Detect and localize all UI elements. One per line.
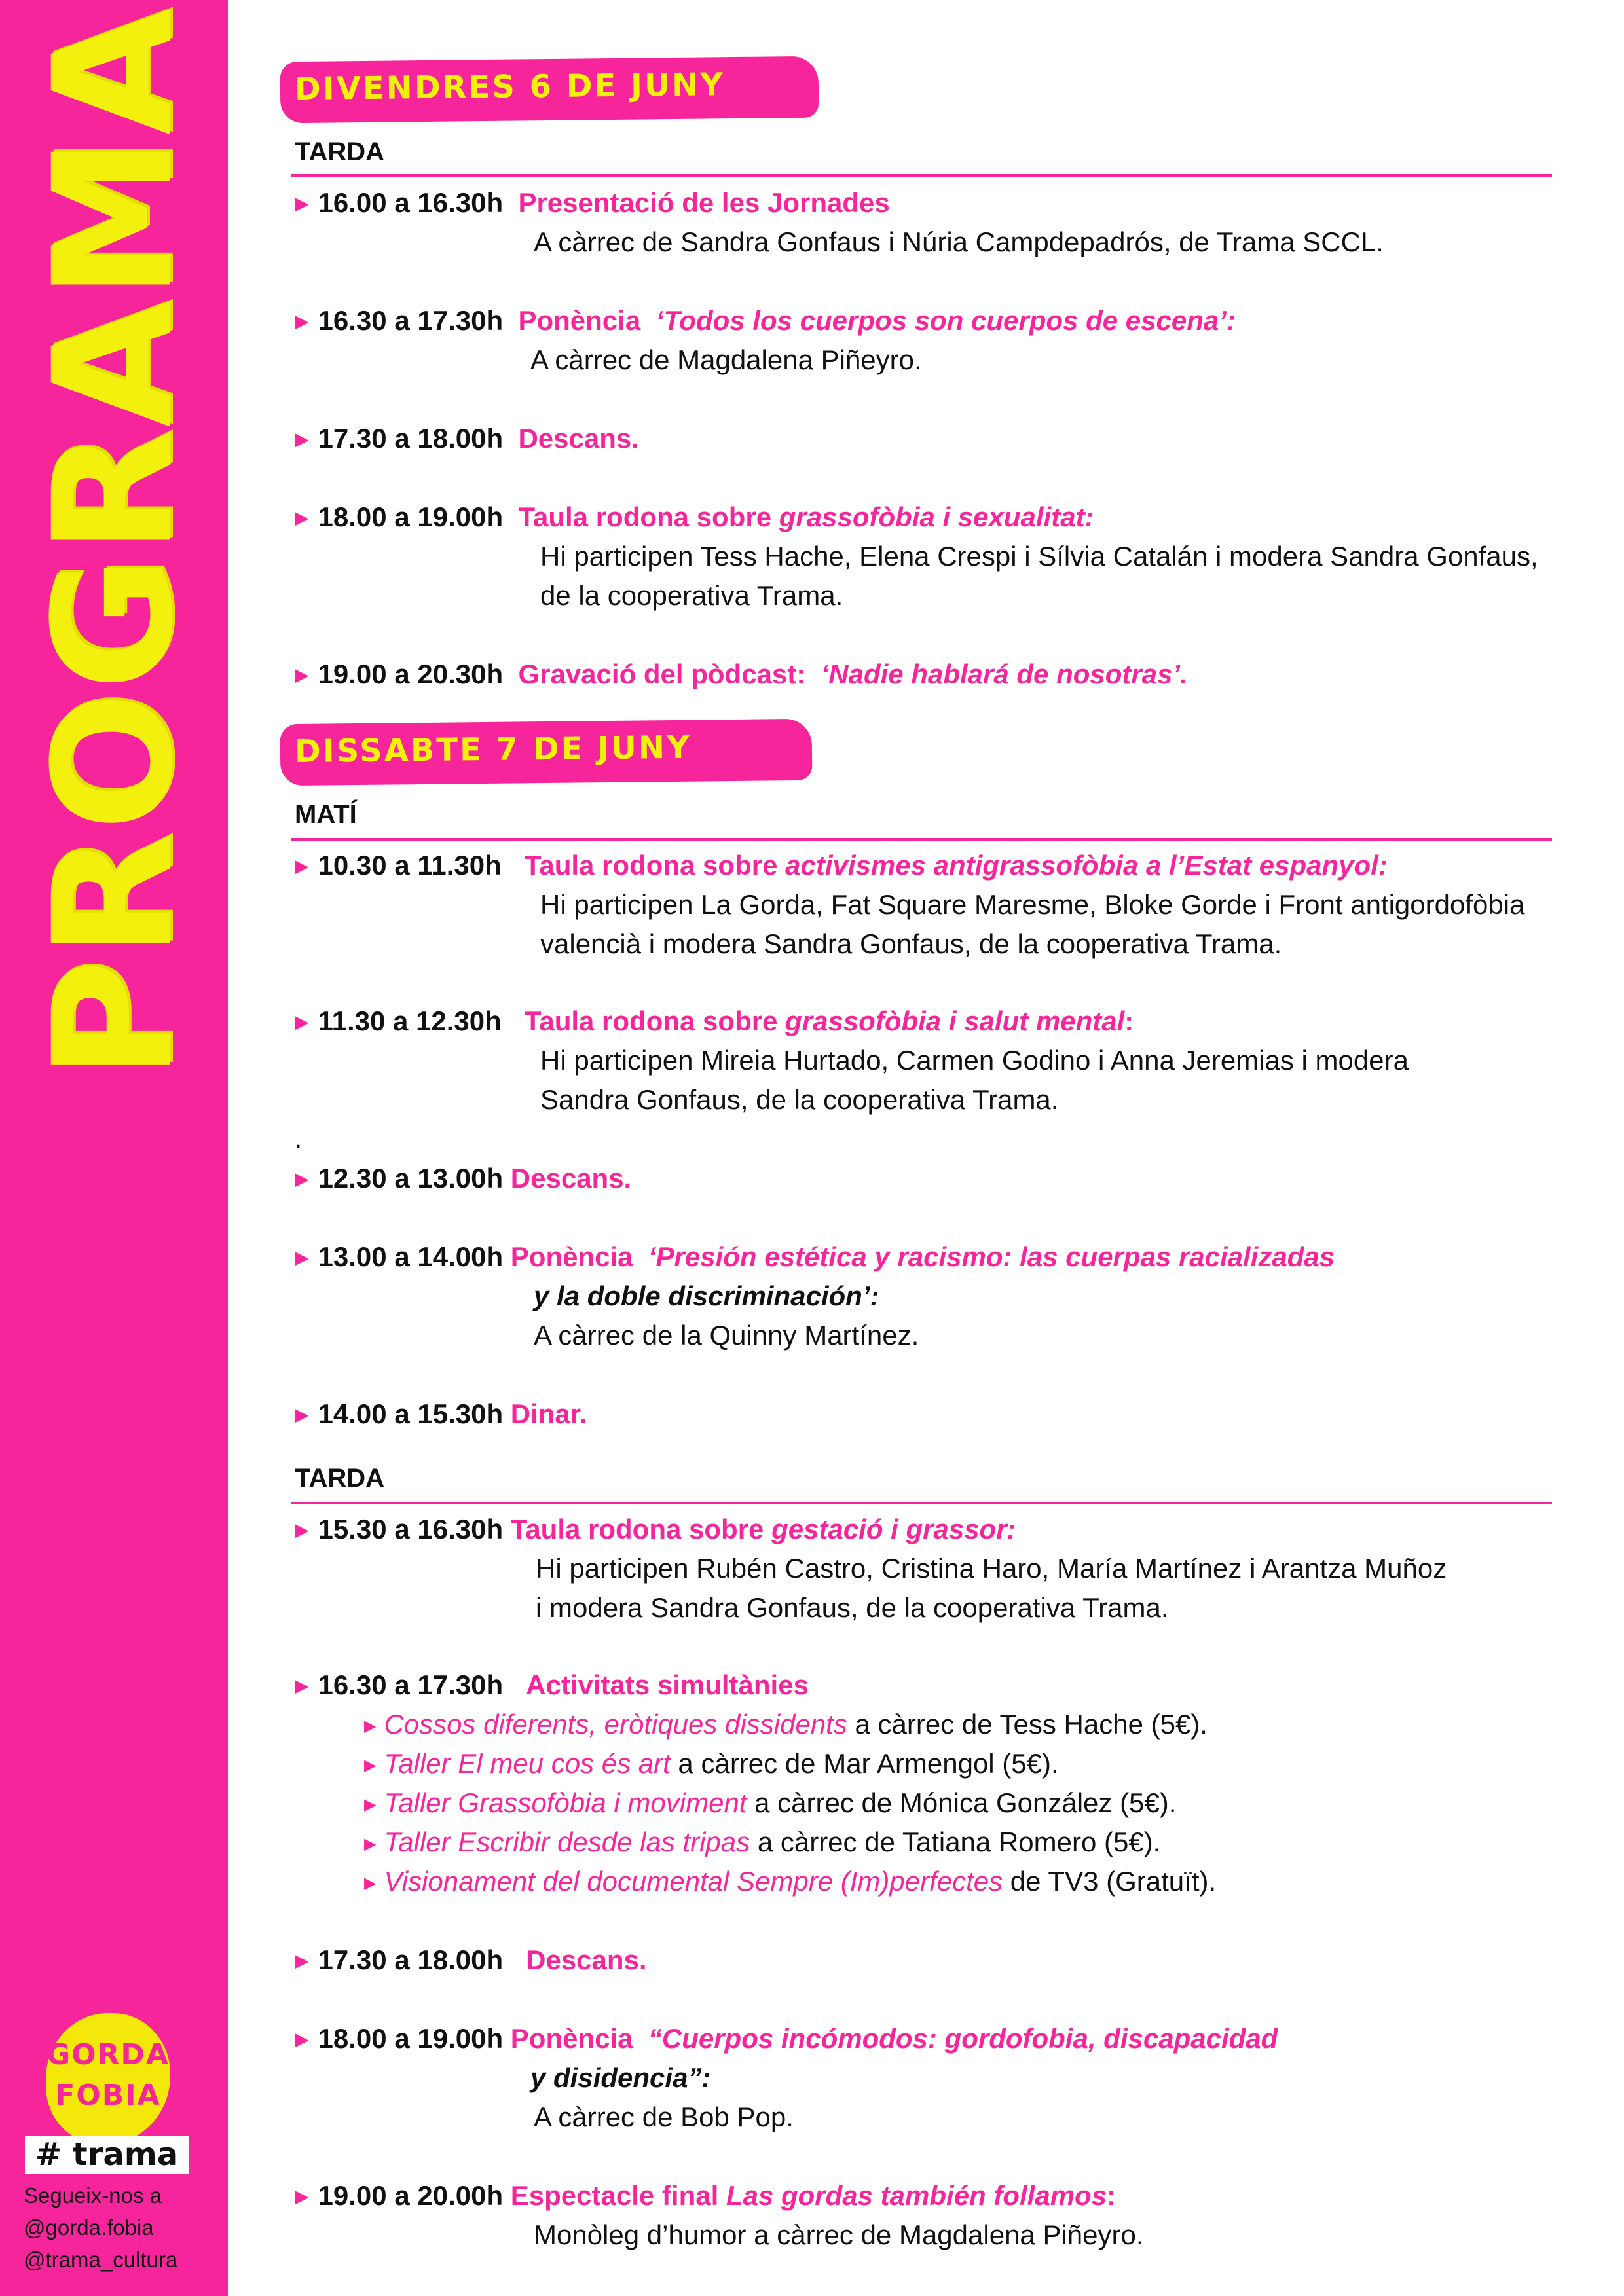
triangle-right-icon: ▶ [295,429,309,449]
triangle-right-icon: ▶ [295,2029,309,2049]
event-title: Taula rodona sobre [510,1514,764,1544]
activity-title: Taller Grassofòbia i moviment [384,1787,747,1818]
event-row [295,1159,631,1199]
event-description: i modera Sandra Gonfaus, de la cooperativa Trama. [536,1592,1169,1623]
section-label-tarda: TARDA [295,1464,385,1493]
activity-item [364,1823,1160,1864]
event-description: A càrrec de la Quinny Martínez. [534,1320,919,1351]
event-description: A càrrec de Sandra Gonfaus i Núria Campdepadrós, de Trama SCCL. [534,227,1384,257]
event-description: Sandra Gonfaus, de la cooperativa Trama. [540,1084,1059,1115]
event-title: Dinar. [510,1398,587,1429]
event-description: A càrrec de Bob Pop. [534,2102,794,2132]
logo-text-top: GORDA [46,2038,170,2071]
event-title-italic: ‘Todos los cuerpos son cuerpos de escena’: [655,305,1236,336]
event-title: Taula rodona sobre [524,1006,778,1036]
activity-title: Taller El meu cos és art [384,1748,671,1779]
triangle-right-icon: ▶ [295,2186,309,2206]
activity-item [364,1744,1059,1785]
triangle-right-icon: ▶ [295,856,309,876]
triangle-right-icon: ▶ [364,1717,377,1735]
triangle-right-icon: ▶ [295,507,309,528]
activity-title: Taller Escribir desde las tripas [384,1827,750,1857]
event-title-italic: ‘Presión estética y racismo: las cuerpas racializadas [648,1241,1335,1272]
event-description: Hi participen La Gorda, Fat Square Maresme, Bloke Gorde i Front antigordofòbia [540,889,1525,920]
event-time: 10.30 a 11.30h [318,850,502,881]
triangle-right-icon: ▶ [364,1796,377,1813]
triangle-right-icon: ▶ [295,1247,309,1267]
section-label-tarda: TARDA [295,137,385,166]
triangle-right-icon: ▶ [364,1835,377,1853]
event-title-italic: “Cuerpos incómodos: gordofobia, discapacidad [648,2023,1278,2054]
event-row [295,2019,1278,2059]
event-time: 16.00 a 16.30h [318,187,504,218]
event-description: de la cooperativa Trama. [540,580,843,611]
event-time: 19.00 a 20.00h [318,2180,504,2211]
social-handle-trama[interactable]: @trama_cultura [24,2248,178,2272]
triangle-right-icon: ▶ [295,1675,309,1696]
activity-detail: a càrrec de Tess Hache (5€). [847,1709,1208,1740]
activity-detail: a càrrec de Mar Armengol (5€). [670,1748,1059,1779]
stray-dot: . [295,1125,303,1154]
event-row [295,1941,647,1980]
event-title: Ponència [510,2023,633,2054]
activity-title: Cossos diferents, eròtiques dissidents [384,1709,847,1740]
program-title: PROGRAMA [18,7,209,1080]
event-row [295,419,639,459]
event-title: Taula rodona sobre [524,850,778,881]
section-label-mati: MATÍ [295,800,357,829]
event-title-tail: : [1107,2180,1116,2211]
event-title: Descans. [526,1944,647,1975]
day-banner-friday [280,56,819,124]
event-description: Monòleg d’humor a càrrec de Magdalena Piñeyro. [534,2219,1144,2250]
event-row [295,1002,1134,1042]
event-description: valencià i modera Sandra Gonfaus, de la cooperativa Trama. [540,928,1282,959]
follow-label: Segueix-nos a [24,2183,162,2208]
triangle-right-icon: ▶ [295,1404,309,1425]
event-row [295,655,1188,695]
social-handle-gordafobia[interactable]: @gorda.fobia [24,2215,154,2240]
event-row [295,2176,1116,2216]
activity-item [364,1862,1216,1903]
event-row [295,183,890,223]
event-title-italic: grassofòbia i salut mental [785,1006,1125,1036]
event-row [295,1510,1016,1550]
event-title: Ponència [510,1241,633,1272]
event-title: Ponència [518,305,641,336]
event-description: Hi participen Mireia Hurtado, Carmen Godino i Anna Jeremias i modera [540,1045,1409,1076]
event-title-italic: activismes antigrassofòbia a l’Estat espanyol: [785,850,1388,881]
day-banner-text: DISSABTE 7 DE JUNY [294,729,692,771]
event-description: Hi participen Tess Hache, Elena Crespi i Sílvia Catalán i modera Sandra Gonfaus, [540,541,1538,572]
triangle-right-icon: ▶ [295,1011,309,1032]
triangle-right-icon: ▶ [295,311,309,331]
event-row [295,301,1236,341]
trama-logo: # trama [25,2136,189,2174]
event-time: 11.30 a 12.30h [318,1006,502,1036]
event-time: 15.30 a 16.30h [318,1514,504,1544]
activity-detail: de TV3 (Gratuït). [1003,1866,1217,1897]
event-time: 14.00 a 15.30h [318,1398,504,1429]
logo-text-bottom: FOBIA [55,2079,161,2112]
triangle-right-icon: ▶ [295,1169,309,1189]
event-row [295,1237,1335,1277]
event-title: Activitats simultànies [526,1669,809,1700]
activity-detail: a càrrec de Mónica González (5€). [747,1787,1177,1818]
event-title-italic-cont: y la doble discriminación’: [534,1281,879,1311]
event-time: 17.30 a 18.00h [318,423,504,454]
activity-item [364,1705,1208,1746]
event-title-tail: : [1124,1006,1134,1036]
event-title-italic: ‘Nadie hablará de nosotras’. [821,659,1188,689]
event-title: Taula rodona sobre [518,501,772,532]
section-divider [291,174,1552,177]
event-description: Hi participen Rubén Castro, Cristina Haro, María Martínez i Arantza Muñoz [536,1553,1447,1584]
activity-item [364,1783,1176,1825]
event-description: A càrrec de Magdalena Piñeyro. [530,344,922,375]
event-title: Descans. [518,423,639,454]
event-time: 13.00 a 14.00h [318,1241,504,1272]
event-row [295,1666,809,1705]
gordafobia-logo [46,2013,170,2144]
day-banner-text: DIVENDRES 6 DE JUNY [294,66,726,108]
event-time: 12.30 a 13.00h [318,1163,504,1194]
event-time: 18.00 a 19.00h [318,2023,504,2054]
day-banner-saturday [280,719,813,786]
triangle-right-icon: ▶ [295,1520,309,1540]
event-title: Descans. [510,1163,632,1194]
event-title: Espectacle final [510,2180,719,2211]
section-divider [291,1502,1552,1504]
event-title-italic: Las gordas también follamos [726,2180,1107,2211]
event-title-italic: grassofòbia i sexualitat: [779,501,1094,532]
event-title: Presentació de les Jornades [518,187,890,218]
triangle-right-icon: ▶ [364,1757,377,1774]
event-title-italic-cont: y disidencia”: [530,2062,711,2093]
sidebar [0,0,228,2296]
activity-title: Visionament del documental Sempre (Im)perfectes [384,1866,1003,1897]
triangle-right-icon: ▶ [295,193,309,213]
event-time: 18.00 a 19.00h [318,501,504,532]
event-row [295,1394,587,1434]
event-time: 19.00 a 20.30h [318,659,504,689]
event-time: 16.30 a 17.30h [318,305,504,336]
event-time: 17.30 a 18.00h [318,1944,504,1975]
event-title: Gravació del pòdcast: [518,659,806,689]
triangle-right-icon: ▶ [364,1874,377,1892]
event-row [295,498,1094,538]
event-time: 16.30 a 17.30h [318,1669,504,1700]
event-title-italic: gestació i grassor: [771,1514,1016,1544]
triangle-right-icon: ▶ [295,1950,309,1971]
section-divider [291,838,1552,841]
event-row [295,846,1388,886]
triangle-right-icon: ▶ [295,665,309,685]
activity-detail: a càrrec de Tatiana Romero (5€). [750,1827,1161,1857]
